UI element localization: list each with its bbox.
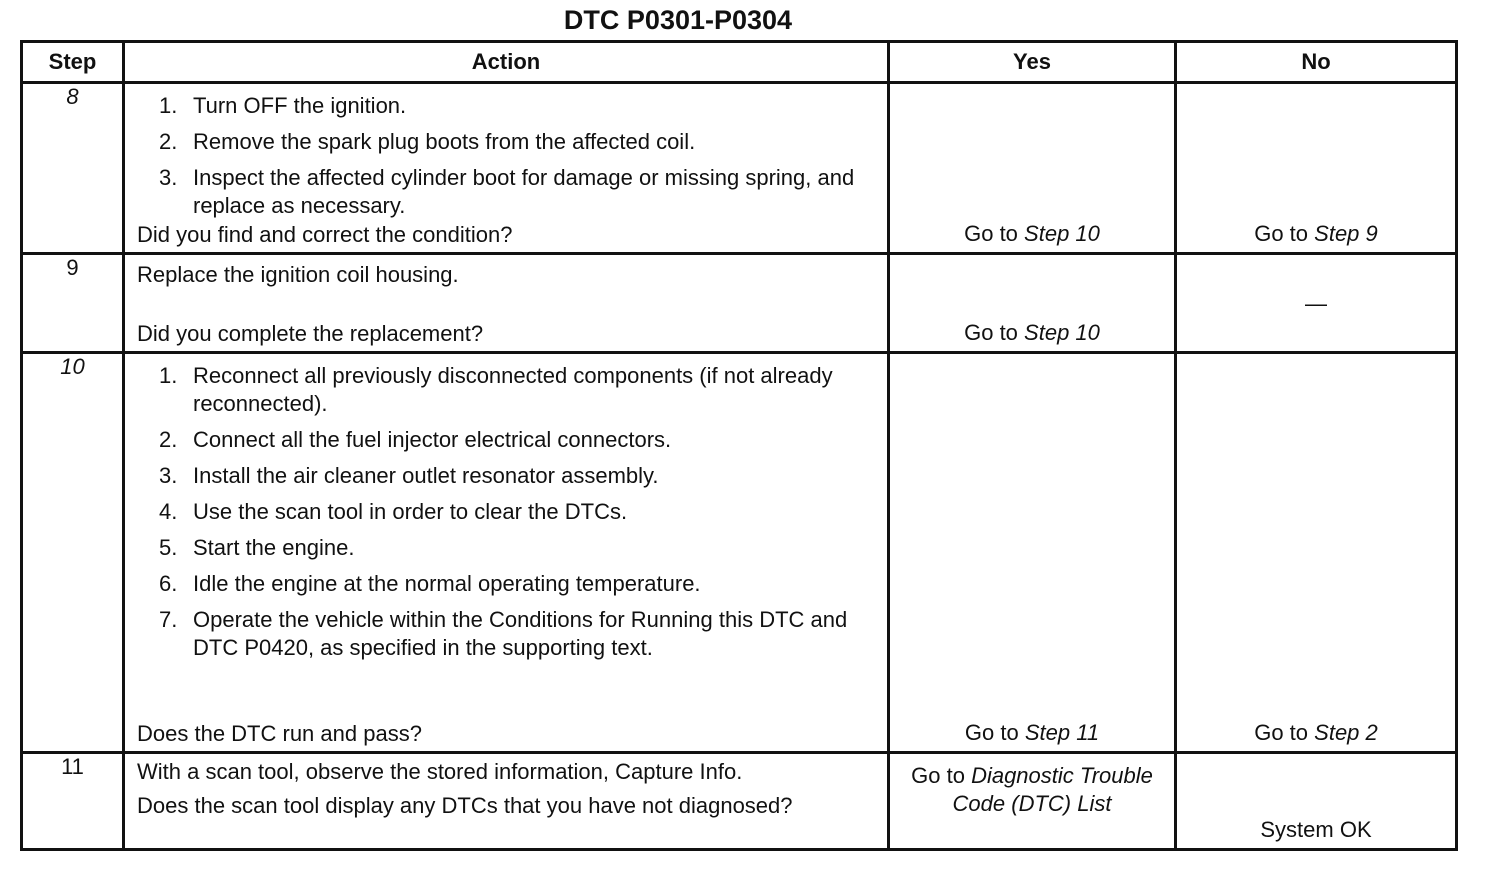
no-cell	[1176, 353, 1457, 753]
yes-cell	[889, 753, 1176, 850]
action-number: 6.	[159, 571, 178, 596]
action-item	[125, 426, 887, 454]
action-text: Reconnect all previously disconnected components (if not already reconnected).	[193, 363, 833, 416]
step-link[interactable]: Step 2	[1314, 720, 1378, 745]
yes-cell	[889, 353, 1176, 753]
action-item	[125, 164, 887, 220]
header-yes: Yes	[889, 42, 1176, 83]
step-number-cell	[22, 353, 124, 753]
page-title: DTC P0301-P0304	[563, 5, 793, 35]
step-number-cell	[22, 753, 124, 850]
dtc-list-link[interactable]: Diagnostic Trouble Code (DTC) List	[952, 763, 1153, 816]
action-cell	[124, 83, 889, 254]
action-item	[125, 92, 887, 120]
action-list	[125, 354, 887, 662]
action-text: Operate the vehicle within the Conditions for Running this DTC and DTC P0420, as specified in the supporting text.	[193, 607, 848, 660]
step-number: 11	[61, 754, 84, 779]
table-row-step-9	[22, 254, 1457, 353]
yes-answer	[890, 220, 1174, 248]
step-link[interactable]: Step 11	[1024, 720, 1100, 745]
action-number: 2.	[159, 427, 178, 452]
action-item	[125, 128, 887, 156]
no-cell	[1176, 254, 1457, 353]
answer-prefix: Go to	[964, 720, 1019, 745]
yes-answer	[890, 719, 1174, 747]
header-action: Action	[124, 42, 889, 83]
action-text: Turn OFF the ignition.	[193, 93, 407, 118]
action-number: 1.	[159, 363, 178, 388]
yes-answer	[890, 762, 1174, 818]
action-text: Remove the spark plug boots from the affected coil.	[193, 129, 696, 154]
action-item	[125, 462, 887, 490]
action-number: 7.	[159, 607, 178, 632]
action-question: Does the scan tool display any DTCs that you have not diagnosed?	[137, 793, 793, 818]
diagnostic-table	[20, 40, 1458, 851]
no-answer: System OK	[1260, 817, 1372, 842]
no-answer	[1177, 719, 1455, 747]
yes-cell	[889, 254, 1176, 353]
step-number: 10	[60, 354, 85, 379]
action-number: 4.	[159, 499, 178, 524]
action-item	[125, 606, 887, 662]
action-cell	[124, 254, 889, 353]
action-item	[125, 362, 887, 418]
action-text: Use the scan tool in order to clear the DTCs.	[193, 499, 628, 524]
action-number: 3.	[159, 165, 178, 190]
table-row-step-11	[22, 753, 1457, 850]
action-text: Connect all the fuel injector electrical connectors.	[193, 427, 672, 452]
answer-prefix: Go to	[1254, 221, 1309, 246]
no-cell	[1176, 753, 1457, 850]
no-answer	[1177, 220, 1455, 248]
step-link[interactable]: Step 9	[1314, 221, 1378, 246]
header-no: No	[1176, 42, 1457, 83]
step-link[interactable]: Step 10	[1024, 320, 1100, 345]
answer-prefix: Go to	[911, 763, 965, 788]
yes-answer	[890, 319, 1174, 347]
step-number: 8	[66, 84, 79, 109]
action-item	[125, 534, 887, 562]
step-link[interactable]: Step 10	[1024, 221, 1100, 246]
action-question: Did you complete the replacement?	[137, 321, 484, 346]
answer-prefix: Go to	[1254, 720, 1309, 745]
answer-prefix: Go to	[964, 221, 1018, 246]
action-text: Install the air cleaner outlet resonator assembly.	[193, 463, 659, 488]
action-item	[125, 570, 887, 598]
action-list	[125, 84, 887, 220]
action-question: Does the DTC run and pass?	[137, 721, 422, 746]
table-row-step-10	[22, 353, 1457, 753]
no-answer-dash: —	[1305, 291, 1327, 316]
table-header-row	[22, 42, 1457, 83]
no-cell	[1176, 83, 1457, 254]
step-number-cell	[22, 83, 124, 254]
action-text: Inspect the affected cylinder boot for damage or missing spring, and replace as necessary.	[193, 165, 855, 218]
action-cell	[124, 753, 889, 850]
action-item	[125, 498, 887, 526]
action-question: Did you find and correct the condition?	[137, 222, 513, 247]
action-instruction: With a scan tool, observe the stored information, Capture Info.	[137, 759, 743, 784]
action-number: 1.	[159, 93, 178, 118]
action-number: 3.	[159, 463, 178, 488]
action-text: Idle the engine at the normal operating temperature.	[193, 571, 701, 596]
action-text-block	[125, 754, 887, 818]
step-number: 9	[66, 255, 79, 280]
action-number: 2.	[159, 129, 178, 154]
action-text: Start the engine.	[193, 535, 355, 560]
yes-cell	[889, 83, 1176, 254]
header-step: Step	[22, 42, 124, 83]
action-instruction: Replace the ignition coil housing.	[137, 262, 459, 287]
answer-prefix: Go to	[964, 320, 1018, 345]
table-row-step-8	[22, 83, 1457, 254]
action-cell	[124, 353, 889, 753]
step-number-cell	[22, 254, 124, 353]
action-number: 5.	[159, 535, 178, 560]
